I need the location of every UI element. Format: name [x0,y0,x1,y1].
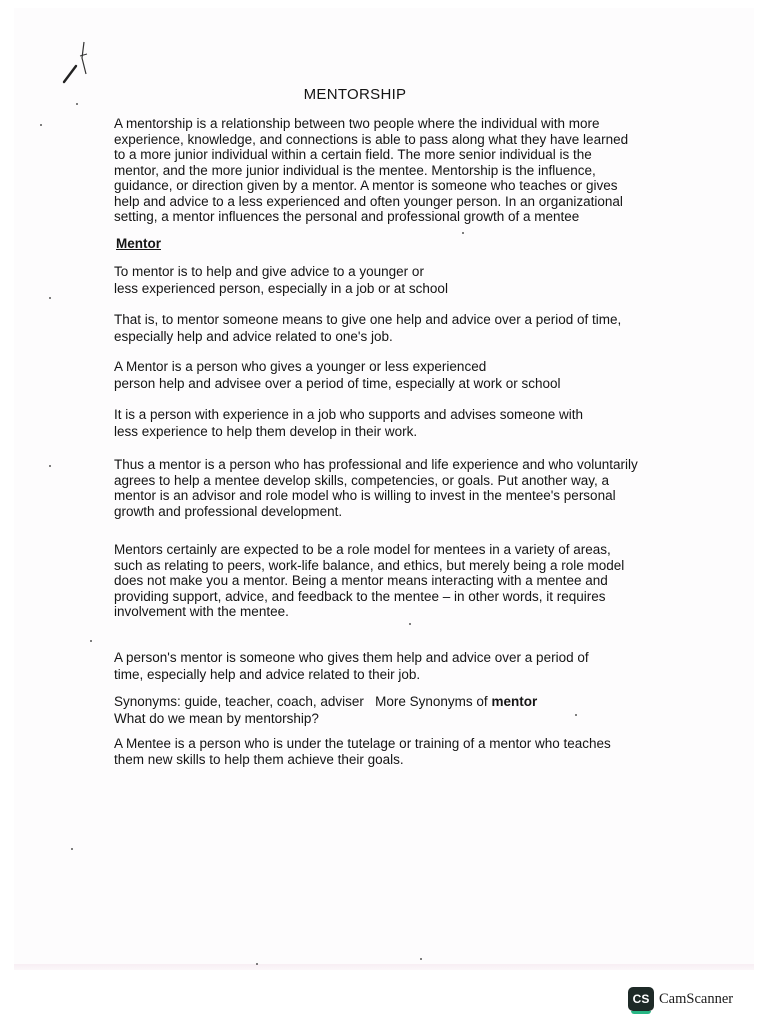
scan-speck [71,848,73,850]
question-line: What do we mean by mentorship? [114,711,319,726]
scan-speck [462,232,464,234]
scan-speck [49,297,51,299]
paragraph-that-is: That is, to mentor someone means to give one help and advice over a period of time, especially help and advice related to one's job. [114,312,622,344]
paragraph-a-mentor: A Mentor is a person who gives a younger or less experienced person help and advisee over a period of time, especially at work or school [114,359,561,391]
scan-speck [49,465,51,467]
paragraph-experience: It is a person with experience in a job who supports and advises someone with less experience to help them develop in their work. [114,407,584,439]
scan-speck [256,963,258,965]
section-heading-mentor: Mentor [116,236,161,251]
paragraph-to-mentor: To mentor is to help and give advice to a younger or less experienced person, especially in a job or at school [114,264,448,296]
page-bottom-edge [14,964,754,970]
scan-speck [90,640,92,642]
camscanner-logo-icon: CS [628,987,654,1011]
mentee-definition: A Mentee is a person who is under the tutelage or training of a mentor who teaches them new skills to help them achieve their goals. [114,736,611,767]
scan-speck [40,124,42,126]
intro-paragraph: A mentorship is a relationship between two people where the individual with more experience, knowledge, and connections is able to pass along what they have learned to a more junior individual within a certain field. The more senior individual is the mentor, and the more junior individual is the mentee. Mentorship is the influence, guidance, or direction given by a mentor. A mentor is someone who teaches or gives help and advice to a less experienced and often younger person. In an organizational setting, a mentor influences the personal and professional growth of a mentee [114,116,629,224]
paragraph-role-model: Mentors certainly are expected to be a role model for mentees in a variety of areas, such as relating to peers, work-life balance, and ethics, but merely being a role model does not make you a mentor. Being a mentor means interacting with a mentee and providing support, advice, and feedback to the mentee – in other words, it requires involvement with the mentee. [114,542,625,619]
synonyms-line [114,694,694,710]
paragraph-thus: Thus a mentor is a person who has professional and life experience and who voluntarily agrees to help a mentee develop skills, competencies, or goals. Put another way, a mentor is an advisor and role model who is willing to invest in the mentee's personal growth and professional development. [114,457,638,519]
synonyms-bold-word: mentor [491,694,538,709]
pen-mark-icon [58,38,98,88]
synonyms-text: Synonyms: guide, teacher, coach, adviser More Synonyms of [114,694,492,709]
scan-speck [409,623,411,625]
document-title: MENTORSHIP [303,86,407,103]
scan-speck [76,103,78,105]
scan-speck [420,958,422,960]
paragraph-persons-mentor: A person's mentor is someone who gives them help and advice over a period of time, especially help and advice related to their job. [114,650,589,682]
camscanner-name: CamScanner [659,991,734,1007]
